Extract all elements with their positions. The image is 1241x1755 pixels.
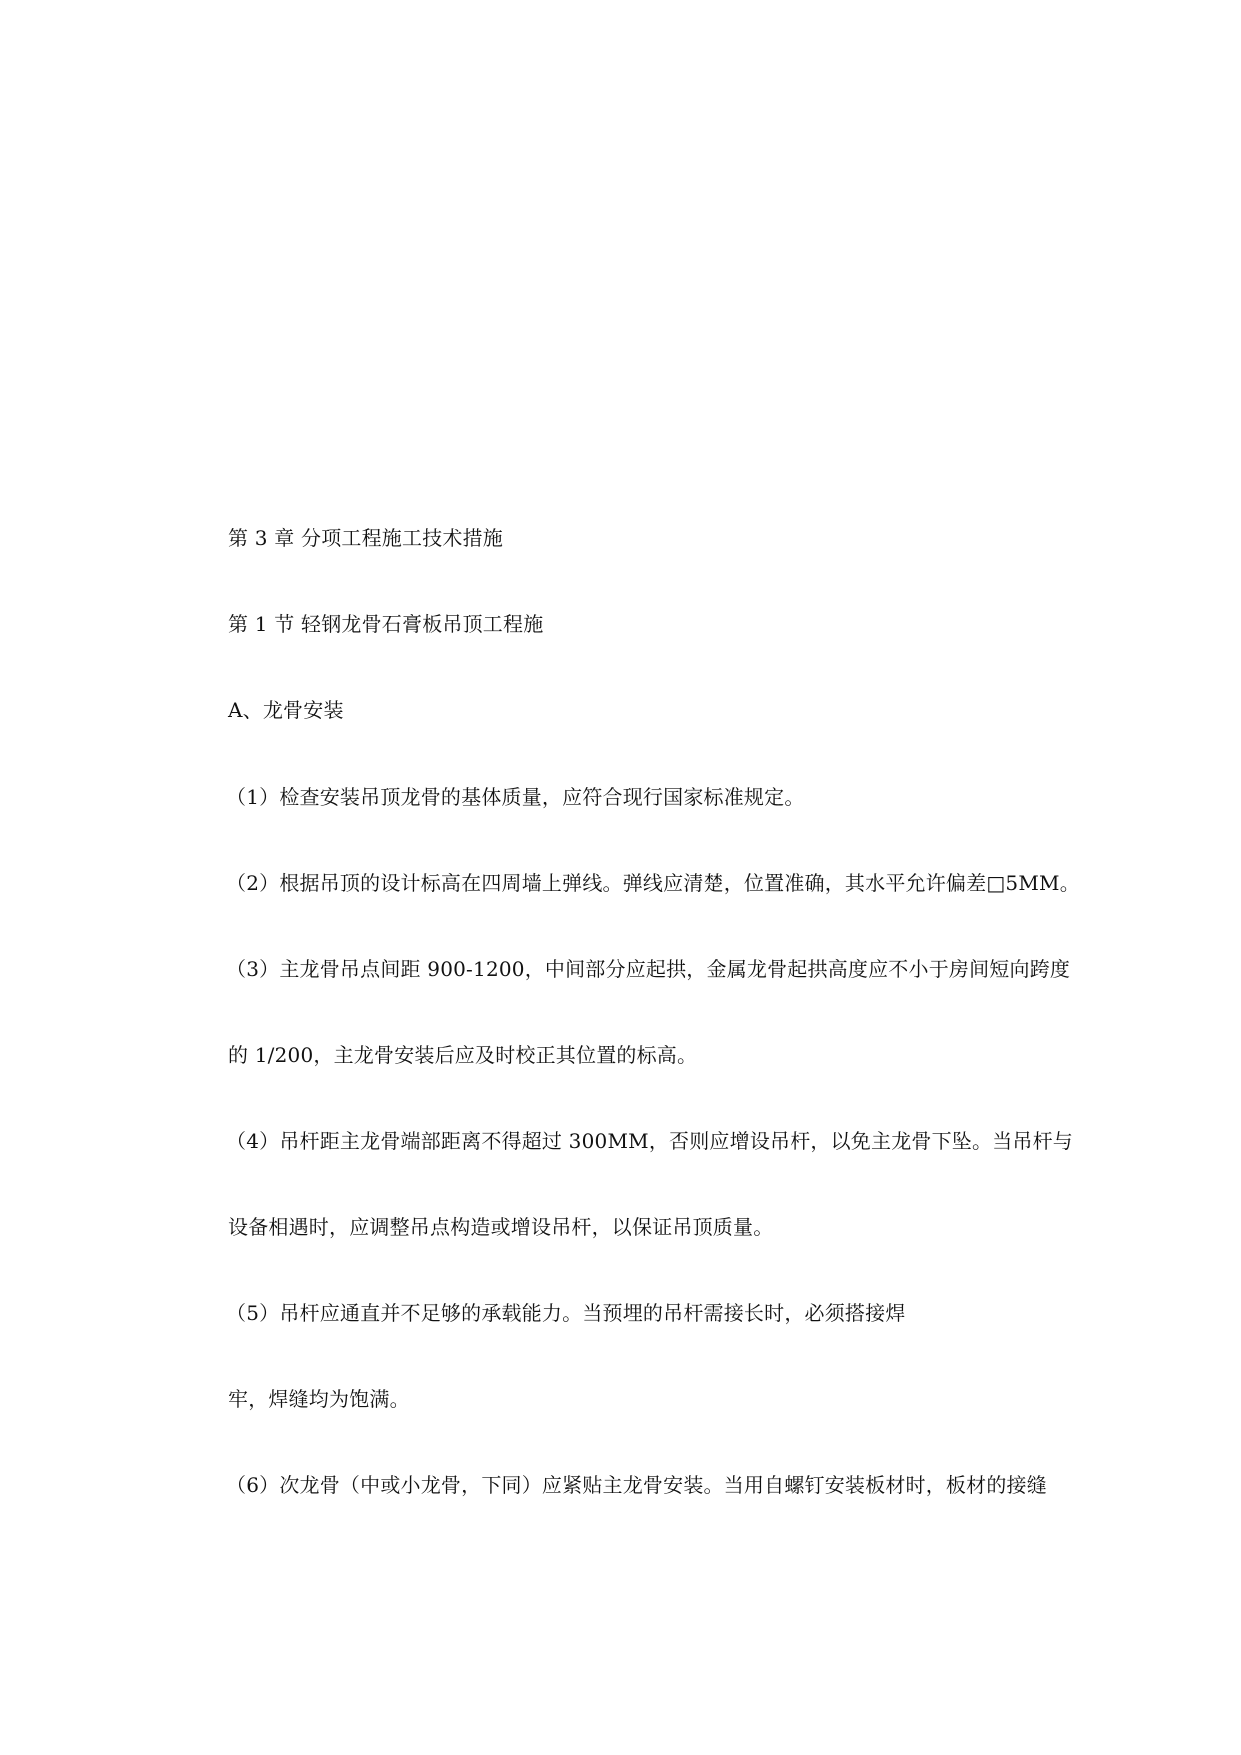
paragraph-line: （6）次龙骨（中或小龙骨，下同）应紧贴主龙骨安装。当用自螺钉安装板材时，板材的接缝 xyxy=(226,1473,1047,1497)
paragraph-line: （1）检查安装吊顶龙骨的基体质量，应符合现行国家标准规定。 xyxy=(226,785,805,809)
paragraph-line: 设备相遇时，应调整吊点构造或增设吊杆，以保证吊顶质量。 xyxy=(228,1215,774,1239)
chapter-title: 第 3 章 分项工程施工技术措施 xyxy=(228,526,503,550)
paragraph-line: （5）吊杆应通直并不足够的承载能力。当预埋的吊杆需接长时，必须搭接焊 xyxy=(226,1301,906,1325)
subsection-title: A、龙骨安装 xyxy=(228,698,344,722)
paragraph-line: （2）根据吊顶的设计标高在四周墙上弹线。弹线应清楚，位置准确，其水平允许偏差□5MM。 xyxy=(226,871,1080,895)
section-title: 第 1 节 轻钢龙骨石膏板吊顶工程施 xyxy=(228,612,544,636)
paragraph-line: （3）主龙骨吊点间距 900-1200，中间部分应起拱，金属龙骨起拱高度应不小于房间短向跨度 xyxy=(226,957,1071,981)
paragraph-line: （4）吊杆距主龙骨端部距离不得超过 300MM，否则应增设吊杆，以免主龙骨下坠。当吊杆与 xyxy=(226,1129,1074,1153)
paragraph-line: 的 1/200，主龙骨安装后应及时校正其位置的标高。 xyxy=(228,1043,698,1067)
paragraph-line: 牢，焊缝均为饱满。 xyxy=(228,1387,410,1411)
